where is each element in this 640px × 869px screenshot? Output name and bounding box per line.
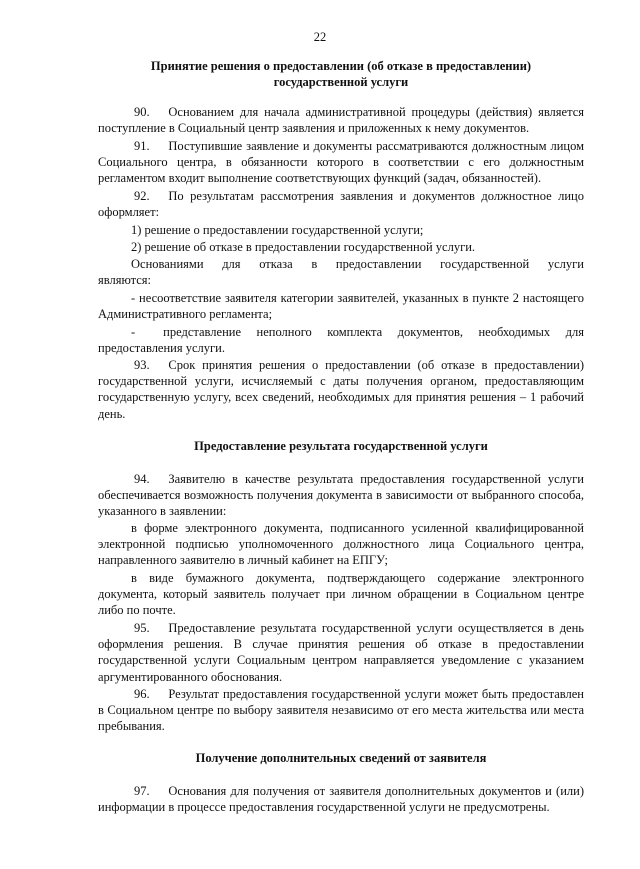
- section-title-result: Предоставление результата государственной услуги: [194, 439, 488, 453]
- page-number: 22: [313, 30, 327, 44]
- list-item-2: 2) решение об отказе в предоставлении государственной услуги.: [131, 240, 476, 254]
- section-title-decision: [98, 58, 584, 90]
- paragraph-92: 92. По результатам рассмотрения заявления и документов должностное лицо оформляет:: [98, 189, 584, 220]
- paragraph-91: 91. Поступившие заявление и документы рассматриваются должностным лицом Социального центра, в обязанности которого в соответствии с его должностным регламентом входит выполнение соответствующих функций (задач, обязанностей).: [98, 139, 584, 186]
- section-title-additional-info: Получение дополнительных сведений от заявителя: [195, 751, 487, 765]
- result-way-electronic: в форме электронного документа, подписанного усиленной квалифицированной электронной подписью уполномоченного должностного лица Социального центра, направленного заявителю в личный кабинет на ЕПГУ;: [98, 521, 584, 568]
- section-title-line: Принятие решения о предоставлении (об отказе в предоставлении): [150, 59, 532, 73]
- grounds-word: предоставлении: [335, 257, 422, 271]
- list-item-1: 1) решение о предоставлении государственной услуги;: [131, 223, 424, 237]
- grounds-intro-line: [98, 256, 584, 272]
- paragraph-93: 93. Срок принятия решения о предоставлении (об отказе в предоставлении) государственной услуги, исчисляемый с даты получения органом, предоставляющим государственную услугу, всех сведений, необходимых для принятия решения – 1 рабочий день.: [98, 358, 584, 421]
- grounds-word: государственной: [440, 257, 530, 271]
- ground-2: - представление неполного комплекта документов, необходимых для предоставления услуги.: [98, 325, 584, 356]
- ground-1: - несоответствие заявителя категории заявителей, указанных в пункте 2 настоящего Административного регламента;: [98, 291, 584, 322]
- grounds-intro-end: являются:: [98, 273, 152, 288]
- grounds-word: отказа: [259, 257, 293, 271]
- paragraph-95: 95. Предоставление результата государственной услуги осуществляется в день оформления решения. В случае принятия решения об отказе в предоставлении государственной услуги Социальным центром направляется уведомление с указанием аргументированного обоснования.: [98, 621, 584, 684]
- grounds-word: для: [222, 257, 241, 271]
- paragraph-97: 97. Основания для получения от заявителя дополнительных документов и (или) информации в процессе предоставления государственной услуги не предусмотрены.: [98, 784, 584, 815]
- grounds-intro: [98, 256, 584, 288]
- paragraph-90: 90. Основанием для начала административной процедуры (действия) является поступление в Социальный центр заявления и приложенных к нему документов.: [98, 105, 584, 136]
- grounds-word: Основаниями: [131, 257, 204, 271]
- section-title-line: государственной услуги: [273, 75, 409, 90]
- grounds-word: услуги: [547, 257, 584, 271]
- paragraph-96: 96. Результат предоставления государственной услуги может быть предоставлен в Социальном центре по выбору заявителя независимо от его места жительства или места пребывания.: [98, 687, 584, 734]
- result-way-paper: в виде бумажного документа, подтверждающего содержание электронного документа, который заявитель получает при личном обращении в Социальном центре либо по почте.: [98, 571, 584, 618]
- grounds-word: в: [311, 257, 318, 271]
- paragraph-94: 94. Заявителю в качестве результата предоставления государственной услуги обеспечивается возможность получения документа в зависимости от выбранного способа, указанного в заявлении:: [98, 472, 584, 519]
